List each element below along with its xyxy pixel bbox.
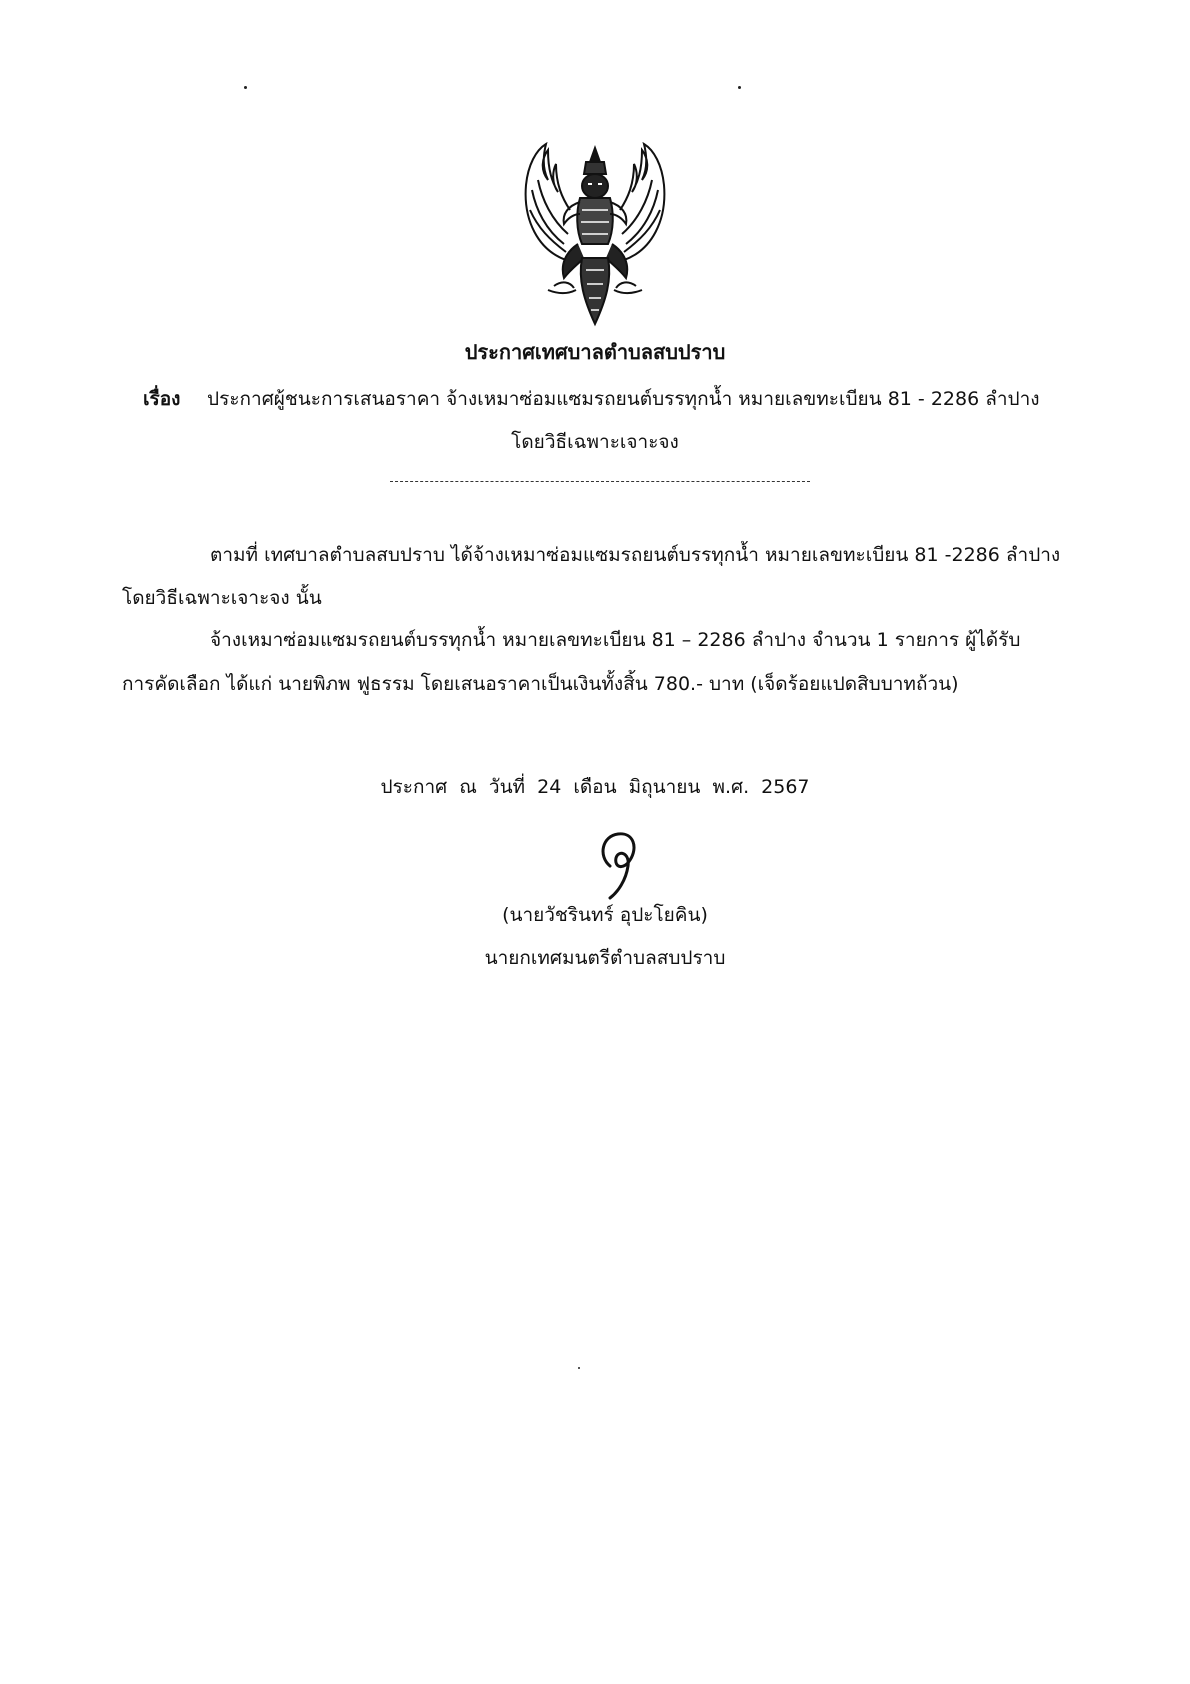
signatory-name: (นายวัชรินทร์ อุปะโยคิน): [502, 904, 708, 926]
subject-text: ประกาศผู้ชนะการเสนอราคา จ้างเหมาซ่อมแซมรถยนต์บรรทุกน้ำ หมายเลขทะเบียน 81 - 2286 ลำปาง: [207, 388, 1040, 410]
subject-text-continued: โดยวิธีเฉพาะเจาะจง: [511, 431, 679, 453]
scan-speck: [578, 1367, 580, 1369]
dashed-divider: [390, 481, 810, 482]
scan-speck: [738, 86, 741, 89]
scan-speck: [244, 86, 247, 89]
handwritten-signature: [580, 826, 660, 906]
garuda-emblem-icon: [518, 140, 672, 328]
signatory-position: นายกเทศมนตรีตำบลสบปราบ: [484, 947, 726, 969]
body-paragraph-2-line-2: การคัดเลือก ได้แก่ นายพิภพ ฟูธรรม โดยเสนอราคาเป็นเงินทั้งสิ้น 780.- บาท (เจ็ดร้อยแปดสิบบาทถ้วน): [122, 673, 959, 695]
announcement-date: ประกาศ ณ วันที่ 24 เดือน มิถุนายน พ.ศ. 2567: [380, 776, 810, 798]
document-title: ประกาศเทศบาลตำบลสบปราบ: [464, 340, 726, 364]
body-paragraph-2-line-1: จ้างเหมาซ่อมแซมรถยนต์บรรทุกน้ำ หมายเลขทะเบียน 81 – 2286 ลำปาง จำนวน 1 รายการ ผู้ได้รับ: [210, 629, 1021, 651]
subject-row: [143, 384, 1063, 414]
subject-label: เรื่อง: [143, 388, 181, 410]
body-paragraph-1-line-2: โดยวิธีเฉพาะเจาะจง นั้น: [122, 587, 322, 609]
body-paragraph-1-line-1: ตามที่ เทศบาลตำบลสบปราบ ได้จ้างเหมาซ่อมแซมรถยนต์บรรทุกน้ำ หมายเลขทะเบียน 81 -2286 ลำปาง: [210, 544, 1061, 566]
